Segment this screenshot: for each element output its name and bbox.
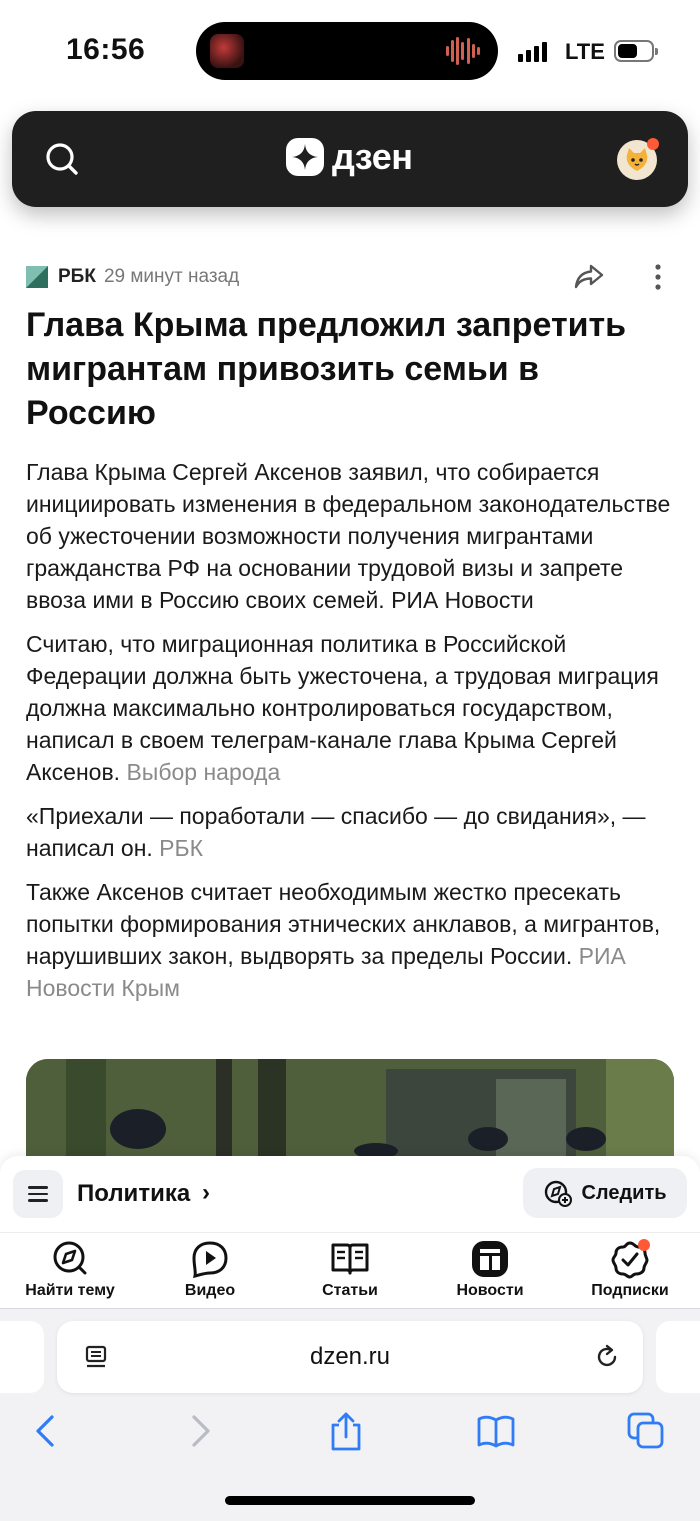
now-playing-artwork <box>210 34 244 68</box>
nav-label: Новости <box>456 1282 524 1299</box>
home-indicator[interactable] <box>225 1496 475 1505</box>
more-options-button[interactable] <box>648 262 668 292</box>
news-icon <box>469 1239 511 1279</box>
notification-dot <box>647 138 659 150</box>
paragraph-source-link[interactable]: Выбор народа <box>126 759 281 785</box>
article-meta <box>26 262 239 292</box>
battery-level <box>618 44 637 58</box>
dzen-logo[interactable] <box>286 137 412 177</box>
article-paragraph <box>26 628 674 788</box>
topic-link[interactable]: Политика <box>77 1180 191 1207</box>
nav-label: Найти тему <box>25 1282 115 1299</box>
status-time: 16:56 <box>66 33 146 66</box>
nav-label: Статьи <box>322 1282 378 1299</box>
hamburger-icon <box>28 1186 48 1189</box>
battery-icon <box>614 40 654 62</box>
audio-waveform-icon <box>446 36 480 66</box>
paragraph-text: «Приехали — поработали — спасибо — до свидания», — написал он. <box>26 803 646 861</box>
follow-label: Следить <box>581 1181 667 1204</box>
profile-avatar[interactable] <box>617 140 657 180</box>
nav-label: Подписки <box>591 1282 669 1299</box>
follow-button[interactable] <box>523 1168 687 1218</box>
paragraph-text: Также Аксенов считает необходимым жестко пресекать попытки формирования этнических анклавов, а мигрантов, нарушивших закон, выдворять за пределы России. <box>26 879 661 969</box>
dzen-header <box>12 111 688 207</box>
source-logo-icon[interactable] <box>26 266 48 288</box>
reload-icon[interactable] <box>593 1343 621 1371</box>
chevron-right-icon: › <box>202 1179 210 1206</box>
search-icon <box>42 139 82 179</box>
cellular-signal-icon <box>518 40 547 62</box>
search-button[interactable] <box>42 139 82 179</box>
nav-label: Видео <box>184 1282 236 1299</box>
next-tab-preview[interactable] <box>656 1321 700 1393</box>
bookmarks-icon[interactable] <box>476 1411 516 1451</box>
article-paragraph <box>26 800 674 864</box>
paragraph-text: Глава Крыма Сергей Аксенов заявил, что собирается инициировать изменения в федеральном законодательстве об ужесточении возможности получения мигрантами гражданства РФ на основании трудовой визы и запрете ввоза ими в Россию своих семей. <box>26 459 671 613</box>
browser-chrome <box>0 1308 700 1521</box>
article-body <box>26 456 674 1016</box>
video-play-icon <box>189 1239 231 1279</box>
share-icon[interactable] <box>326 1411 366 1451</box>
book-icon <box>329 1239 371 1279</box>
tabs-icon[interactable] <box>626 1411 666 1451</box>
back-icon[interactable] <box>26 1411 66 1451</box>
more-vertical-icon <box>648 262 668 292</box>
paragraph-source-link[interactable]: РБК <box>159 835 204 861</box>
compass-icon <box>49 1239 91 1279</box>
bottom-navigation <box>0 1232 700 1308</box>
topic-bar <box>0 1156 700 1232</box>
article-title: Глава Крыма предложил запретить мигрантам привозить семьи в Россию <box>26 306 627 432</box>
article-paragraph <box>26 456 674 616</box>
nav-subscriptions[interactable] <box>560 1233 700 1308</box>
cat-avatar-icon <box>622 145 652 175</box>
share-button[interactable] <box>572 260 606 294</box>
logo-text: дзен <box>332 136 413 177</box>
follow-compass-icon <box>543 1178 573 1208</box>
network-type: LTE <box>565 39 605 64</box>
address-bar[interactable] <box>57 1321 643 1393</box>
dynamic-island[interactable] <box>196 22 498 80</box>
paragraph-source-link[interactable]: РИА Новости Крым <box>26 943 626 1001</box>
nav-video[interactable] <box>140 1233 280 1308</box>
share-arrow-icon <box>572 260 606 294</box>
previous-tab-preview[interactable] <box>0 1321 44 1393</box>
paragraph-text: Считаю, что миграционная политика в Российской Федерации должна быть ужесточена, а трудовая миграция должна максимально контролироваться государством, написал в своем телеграм-канале глава Крыма Сергей Аксенов. <box>26 631 659 785</box>
publish-time: 29 минут назад <box>103 266 240 287</box>
dzen-star-icon <box>286 138 324 176</box>
menu-button[interactable] <box>13 1170 63 1218</box>
article-paragraph <box>26 876 674 1004</box>
nav-articles[interactable] <box>280 1233 420 1308</box>
source-name[interactable]: РБК <box>58 266 96 287</box>
browser-toolbar <box>0 1405 700 1465</box>
paragraph-source-link[interactable]: РИА Новости <box>391 587 534 613</box>
nav-find-topic[interactable] <box>0 1233 140 1308</box>
subscriptions-badge <box>638 1239 650 1251</box>
status-bar <box>0 0 700 100</box>
forward-icon[interactable] <box>180 1411 220 1451</box>
nav-news[interactable] <box>420 1233 560 1308</box>
url-text: dzen.ru <box>309 1343 391 1370</box>
